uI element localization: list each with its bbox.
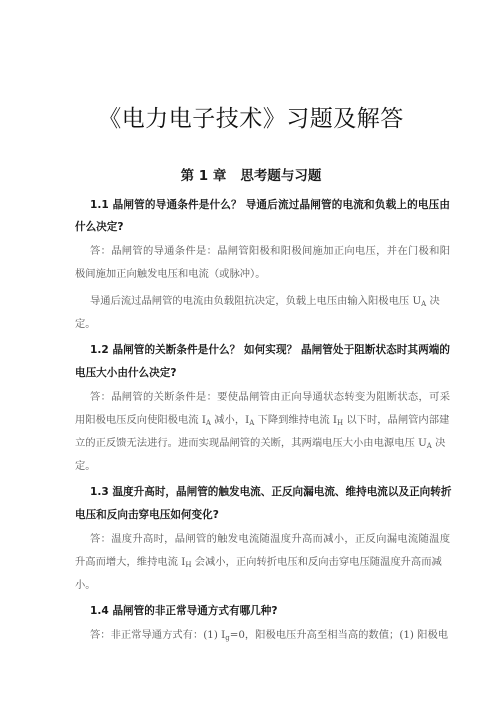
answer-1-1-line-3 — [90, 294, 450, 311]
question-1-3-line-1: 1.3 温度升高时，晶闸管的触发电流、正反向漏电流、维持电流以及正向转折 — [90, 486, 452, 498]
answer-1-3-line-1: 答：温度升高时，晶闸管的触发电流随温度升高而减小，正反向漏电流随温度 — [90, 533, 450, 545]
document-title: 《电力电子技术》习题及解答 — [98, 106, 404, 132]
answer-1-2-line-3 — [75, 436, 450, 453]
answer-1-1-line-2: 极间施加正向触发电压和电流（或脉冲）。 — [75, 268, 266, 280]
question-1-2-line-2: 电压大小由什么决定? — [75, 367, 177, 379]
subscript: A — [249, 419, 255, 427]
subscript: A — [205, 419, 211, 427]
subscript: g — [225, 634, 230, 642]
answer-1-3-line-2 — [75, 555, 450, 572]
question-1-3-line-2: 电压和反向击穿电压如何变化? — [75, 509, 219, 521]
text-run: 以下时，晶闸管内部建 — [343, 414, 450, 426]
text-run: 减小，I — [210, 414, 250, 426]
answer-1-2-line-1: 答：晶闸管的关断条件是：要使晶闸管由正向导通状态转变为阻断状态，可采 — [90, 391, 450, 403]
answer-1-1-line-1: 答：晶闸管的导通条件是：晶闸管阳极和阳极间施加正向电压，并在门极和阳 — [90, 245, 450, 257]
question-1-1-line-1: 1.1 晶闸管的导通条件是什么？ 导通后流过晶闸管的电流和负载上的电压由 — [90, 199, 450, 211]
answer-1-1-line-4: 定。 — [75, 318, 96, 330]
subscript: H — [336, 419, 344, 427]
text-run: 答：非正常导通方式有：(1) I — [90, 629, 226, 641]
answer-1-3-line-3: 小。 — [75, 579, 96, 591]
text-run: 决 — [426, 295, 440, 307]
question-1-2-line-1: 1.2 晶闸管的关断条件是什么？ 如何实现？ 晶闸管处于阻断状态时其两端的 — [90, 344, 450, 356]
text-run: 用阳极电压反向使阳极电流 I — [75, 414, 206, 426]
chapter-label: 第 1 章 — [180, 168, 227, 184]
text-run: 立的正反馈无法进行。进而实现晶闸管的关断，其两端电压大小由电源电压 U — [75, 437, 427, 449]
text-run: =0，阳极电压升高至相当高的数值；(1) 阳极电 — [229, 629, 449, 641]
text-run: 决 — [431, 437, 446, 449]
subscript: A — [421, 300, 427, 308]
answer-1-4-line-1 — [90, 628, 450, 645]
chapter-name: 思考题与习题 — [240, 168, 322, 184]
text-run: 导通后流过晶闸管的电流由负载阻抗决定，负载上电压由输入阳极电压 U — [90, 295, 422, 307]
subscript: A — [426, 442, 432, 450]
text-run: 下降到维持电流 I — [254, 414, 337, 426]
text-run: 升高而增大，维持电流 I — [75, 556, 186, 568]
answer-1-2-line-4: 定。 — [75, 460, 96, 472]
chapter-heading — [0, 164, 502, 184]
subscript: H — [185, 561, 192, 569]
text-run: 会减小，正向转折电压和反向击穿电压随温度升高而减 — [191, 556, 442, 568]
question-1-1-line-2: 什么决定? — [75, 221, 124, 233]
answer-1-2-line-2 — [75, 413, 450, 430]
question-1-4-line-1: 1.4 晶闸管的非正常导通方式有哪几种? — [90, 605, 278, 617]
